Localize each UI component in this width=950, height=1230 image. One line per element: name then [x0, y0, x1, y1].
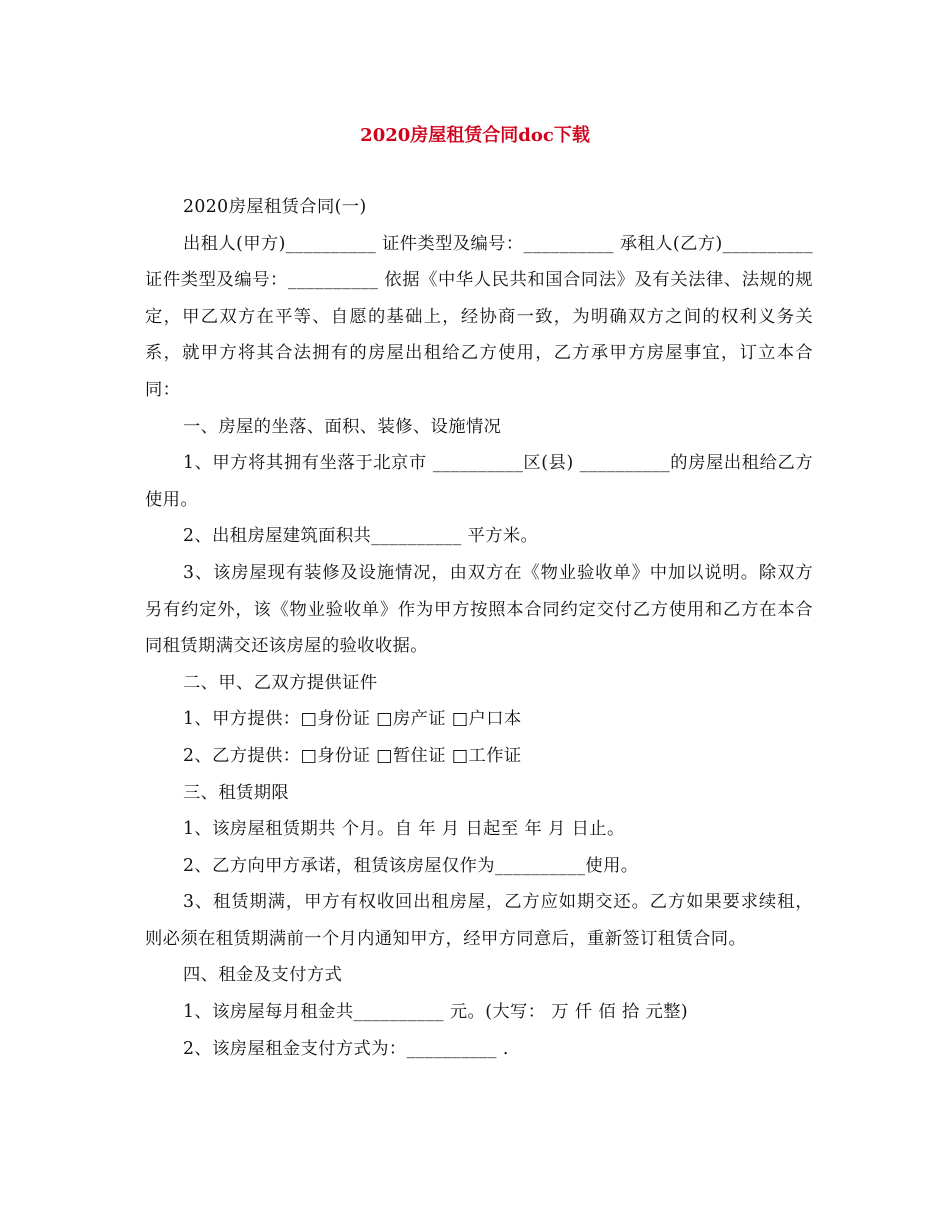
parties-paragraph: 出租人(甲方)__________ 证件类型及编号：__________ 承租人(乙方)__________ 证件类型及编号：__________ 依据《中华人民共和国合同法》及有关法律、法规的规定，甲乙双方在平等、自愿的基础上，经协商一致，为明确双方之间的权利义务关系，就甲方将其合法拥有的房屋出租给乙方使用，乙方承甲方房屋事宜，订立本合同：: [145, 233, 813, 400]
contract-body: [145, 189, 813, 1067]
section-heading-2: 二、甲、乙双方提供证件: [183, 672, 378, 693]
contract-heading: 2020房屋租赁合同(一): [183, 197, 367, 217]
section-heading-1: 一、房屋的坐落、面积、装修、设施情况: [183, 416, 502, 437]
clause-3-3: 3、租赁期满，甲方有权收回出租房屋，乙方应如期交还。乙方如果要求续租，则必须在租赁期满前一个月内通知甲方，经甲方同意后，重新签订租赁合同。: [145, 892, 813, 949]
section-heading-3: 三、租赁期限: [183, 782, 290, 803]
clause-3-1: 1、该房屋租赁期共 个月。自 年 月 日起至 年 月 日止。: [183, 819, 625, 840]
clause-3-2: 2、乙方向甲方承诺，租赁该房屋仅作为__________使用。: [183, 855, 639, 876]
clause-1-3: 3、该房屋现有装修及设施情况，由双方在《物业验收单》中加以说明。除双方另有约定外，该《物业验收单》作为甲方按照本合同约定交付乙方使用和乙方在本合同租赁期满交还该房屋的验收收据。: [145, 562, 813, 657]
clause-2-2: 2、乙方提供：□身份证 □暂住证 □工作证: [183, 745, 522, 766]
section-heading-4: 四、租金及支付方式: [183, 965, 343, 986]
clause-4-1: 1、该房屋每月租金共__________ 元。(大写： 万 仟 佰 拾 元整): [183, 1002, 689, 1023]
clause-1-2: 2、出租房屋建筑面积共__________ 平方米。: [183, 526, 539, 547]
clause-4-2: 2、该房屋租金支付方式为：__________ .: [183, 1038, 509, 1059]
clause-2-1: 1、甲方提供：□身份证 □房产证 □户口本: [183, 709, 522, 730]
document-title: 2020房屋租赁合同doc下载: [360, 125, 590, 146]
clause-1-1: 1、甲方将其拥有坐落于北京市 __________区(县) __________的房屋出租给乙方使用。: [145, 453, 813, 510]
